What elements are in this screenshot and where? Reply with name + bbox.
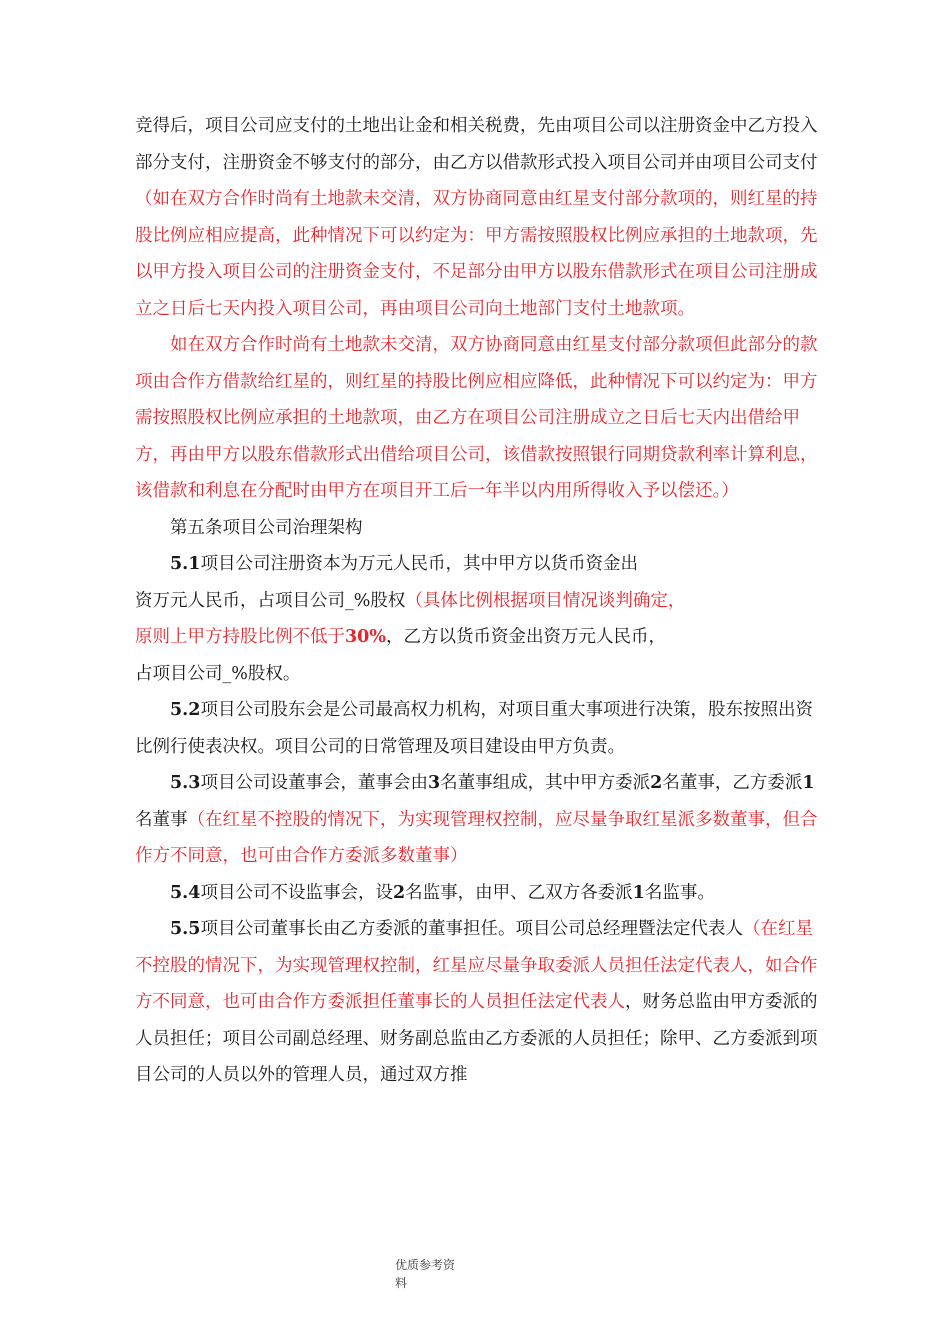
clause-text: 占项目公司_%股权。 bbox=[135, 663, 301, 684]
clause-text: 项目公司董事长由乙方委派的董事担任。项目公司总经理暨法定代表人 bbox=[200, 919, 743, 939]
count: 1 bbox=[632, 882, 645, 903]
article-5-title: 第五条项目公司治理架构 bbox=[170, 517, 363, 538]
clause-5-1 bbox=[135, 546, 825, 583]
red-note: （在红星不控股的情况下，为实现管理权控制，红星应尽量争取委派人员担任法定代表人，如合作方不同意，也可由合作方委派担任董事长的人员担任法定代表人 bbox=[135, 919, 818, 1012]
clause-number: 5.3 bbox=[170, 773, 201, 793]
clause-5-3 bbox=[135, 765, 825, 875]
paragraph-text: 竞得后，项目公司应支付的土地出让金和相关税费，先由项目公司以注册资金中乙方投入部分支付，注册资金不够支付的部分，由乙方以借款形式投入项目公司并由项目公司支付 bbox=[135, 116, 818, 173]
clause-text: 名监事，由甲、乙双方各委派 bbox=[405, 882, 633, 903]
paragraph-loan-note: 如在双方合作时尚有土地款未交清，双方协商同意由红星支付部分款项但此部分的款项由合作方借款给红星的，则红星的持股比例应相应降低，此种情况下可以约定为：甲方需按照股权比例应承担的土地款项，由乙方在项目公司注册成立之日后七天内出借给甲方，再由甲方以股东借款形式出借给项目公司，该借款按照银行同期贷款利率计算利息，该借款和利息在分配时由甲方在项目开工后一年半以内用所得收入予以偿还。） bbox=[135, 335, 818, 501]
footer-line: 优质参考资 bbox=[395, 1258, 456, 1272]
clause-5-5 bbox=[135, 911, 825, 1094]
clause-text: 名监事。 bbox=[644, 882, 715, 903]
red-percent: 30% bbox=[345, 627, 386, 647]
clause-number: 5.4 bbox=[170, 882, 201, 903]
footer-line: 料 bbox=[395, 1276, 408, 1290]
clause-text: ，财务总监由甲方委派的人员担任；项目公司副总经理、财务副总监由乙方委派的人员担任；除甲、乙方委派到项目公司的人员以外的管理人员，通过双方推 bbox=[135, 992, 818, 1085]
red-note: （如在双方合作时尚有土地款未交清，双方协商同意由红星支付部分款项的，则红星的持股比例应相应提高，此种情况下可以约定为：甲方需按照股权比例应承担的土地款项，先以甲方投入项目公司的注册资金支付，不足部分由甲方以股东借款形式在项目公司注册成立之日后七天内投入项目公司，再由项目公司向土地部门支付土地款项。 bbox=[135, 189, 818, 319]
clause-number: 5.2 bbox=[170, 700, 201, 720]
count: 3 bbox=[427, 773, 441, 793]
clause-text: 名董事 bbox=[135, 809, 188, 830]
clause-number: 5.5 bbox=[170, 919, 201, 939]
clause-5-2 bbox=[135, 692, 825, 765]
clause-text: 名董事组成，其中甲方委派 bbox=[440, 773, 651, 793]
clause-5-1-line4 bbox=[135, 656, 825, 693]
red-note: （具体比例根据项目情况谈判确定， bbox=[405, 590, 686, 611]
paragraph-land-payment bbox=[135, 108, 825, 327]
clause-text: 项目公司注册资本为万元人民币，其中甲方以货币资金出 bbox=[200, 554, 638, 574]
red-note: 原则上甲方持股比例不低于 bbox=[135, 627, 345, 647]
clause-text: 项目公司股东会是公司最高权力机构，对项目重大事项进行决策，股东按照出资比例行使表决权。项目公司的日常管理及项目建设由甲方负责。 bbox=[135, 700, 813, 757]
clause-5-1-line2 bbox=[135, 583, 825, 620]
clause-text: 项目公司不设监事会，设 bbox=[200, 882, 393, 903]
page-footer bbox=[395, 1256, 475, 1292]
clause-text: ，乙方以货币资金出资万元人民币， bbox=[385, 627, 666, 647]
count: 1 bbox=[802, 773, 815, 793]
clause-5-1-line3 bbox=[135, 619, 825, 656]
document-body bbox=[135, 108, 825, 1094]
clause-text: 资万元人民币，占项目公司_%股权 bbox=[135, 590, 406, 611]
clause-text: 项目公司设董事会，董事会由 bbox=[200, 773, 428, 793]
clause-text: 名董事，乙方委派 bbox=[662, 773, 803, 793]
count: 2 bbox=[392, 882, 406, 903]
count: 2 bbox=[650, 773, 663, 793]
clause-number: 5.1 bbox=[170, 554, 201, 574]
red-note: （在红星不控股的情况下，为实现管理权控制，应尽量争取红星派多数董事，但合作方不同意，也可由合作方委派多数董事） bbox=[135, 809, 818, 866]
clause-5-4 bbox=[135, 875, 825, 912]
